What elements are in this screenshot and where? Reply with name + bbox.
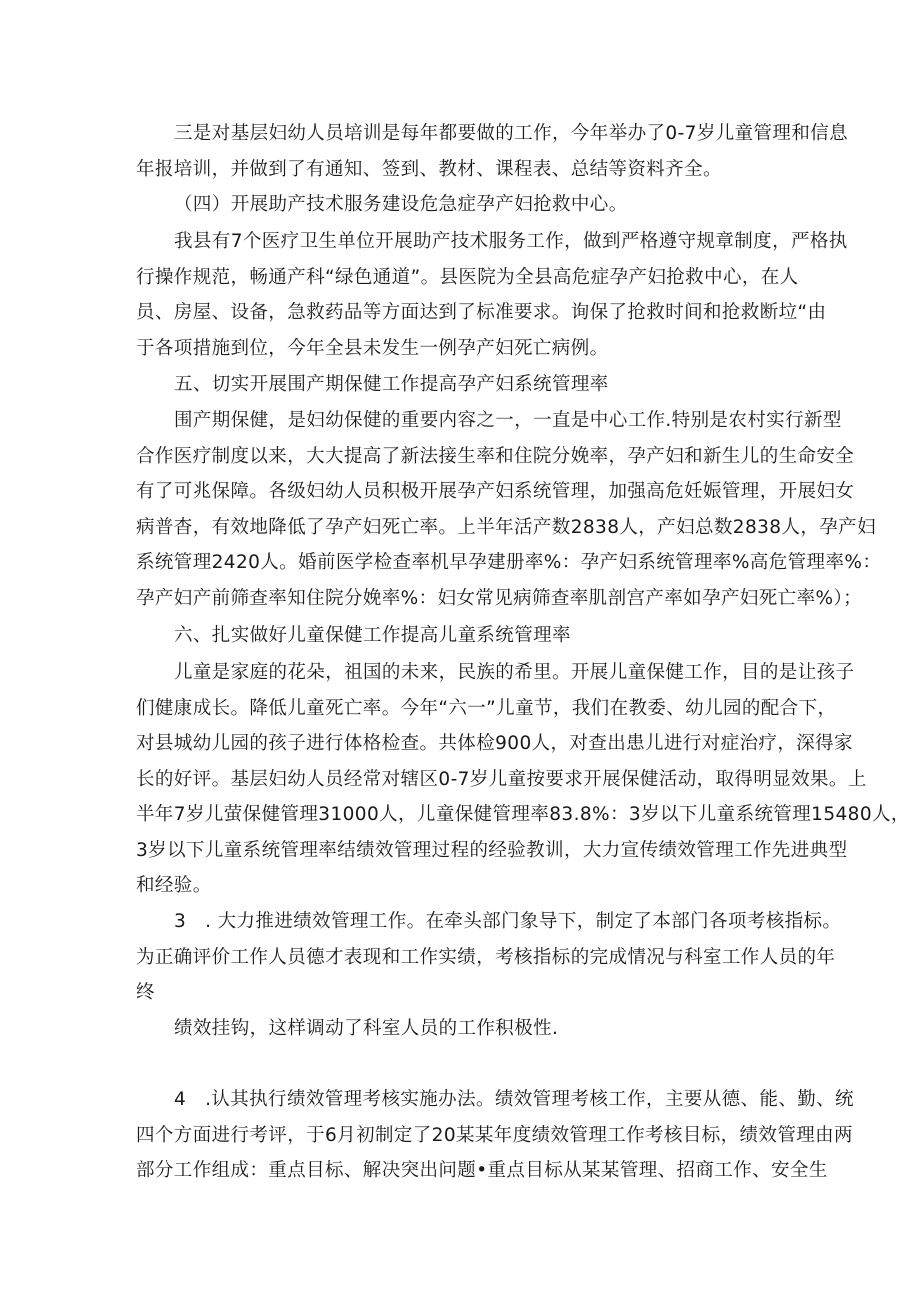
- paragraph-performance-4: [136, 1082, 854, 1189]
- text-line: 我县有7个医疗卫生单位开展助产技术服务工作，做到严格遵守规章制度，严格执: [174, 231, 848, 252]
- text-line: 部分工作组成：重点目标、解决突出问题•重点目标从某某管理、招商工作、安全生: [136, 1160, 828, 1181]
- heading-section-5: [136, 367, 788, 403]
- text-line: 半年7岁儿萤保健管理31000人，儿童保健管理率83.8%：3岁以下儿童系统管理15480人，: [136, 804, 910, 825]
- text-line: 儿童是家庭的花朵，祖国的未来，民族的希里。开展儿童保健工作，目的是让孩子: [174, 662, 855, 683]
- text-line: 行操作规范，畅通产科“绿色通道”。县医院为全县高危症孕产妇抢救中心，在人: [136, 266, 799, 288]
- text-line: 员、房屋、设备，急救药品等方面达到了标准要求。询保了抢救时间和抢救断垃“由: [136, 302, 827, 323]
- text-line: 们健康成长。降低儿童死亡率。今年“六一”儿童节，我们在教委、幼儿园的配合下，: [136, 697, 837, 719]
- text-line: 五、切实开展围产期保健工作提高孕产妇系统管理率: [174, 374, 609, 395]
- heading-section-4: [136, 187, 788, 223]
- text-line: 合作医疗制度以来，大大提高了新法接生率和住院分娩率，孕产妇和新生儿的生命安全: [136, 445, 855, 467]
- text-line: 终: [136, 982, 155, 1003]
- text-line: 3岁以下儿童系统管理率结绩效管理过程的经验教训，大力宣传绩效管理工作先进典型: [136, 839, 848, 861]
- text-line: 对县城幼儿园的孩子进行体格检查。共体检900人，对查出患儿进行对症治疗，深得家: [136, 733, 853, 754]
- text-line: 三是对基层妇幼人员培训是每年都要做的工作，今年举办了0-7岁儿童管理和信息: [174, 123, 849, 144]
- text-line: 于各项措施到位，今年全县未发生一例孕产妇死亡病例。: [136, 337, 609, 359]
- paragraph-child-health: [136, 655, 910, 904]
- text-line: 年报培训，并做到了有通知、签到、教材、课程表、总结等资料齐全。: [136, 158, 722, 180]
- text-line: 四个方面进行考评，于6月初制定了20某某年度绩效管理工作考核目标，绩效管理由两: [136, 1124, 853, 1146]
- text-line: 系统管理2420人。婚前医学检查率机早孕建册率%：孕产妇系统管理率%高危管理率%：: [136, 552, 882, 573]
- text-line: 为正确评价工作人员德才表现和工作实绩，考核指标的完成情况与科室工作人员的年: [136, 946, 836, 968]
- text-line: 和经验。: [136, 875, 212, 896]
- text-line: 围产期保健，是妇幼保健的重要内容之一，一直是中心工作.特别是农村实行新型: [174, 410, 842, 431]
- paragraph-performance-link: [136, 1011, 788, 1047]
- text-line: 有了可兆保障。各级妇幼人员积极开展孕产妇系统管理，加强高危妊娠管理，开展妇女: [136, 481, 855, 502]
- text-line: 3 . 大力推进绩效管理工作。在牵头部门象导下，制定了本部门各项考核指标。: [174, 911, 842, 932]
- text-line: 病普杳，有效地降低了孕产妇死亡率。上半年活产数2838人，产妇总数2838人，孕产妇: [136, 516, 876, 538]
- text-line: 长的好评。基层妇幼人员经常对辖区0-7岁儿童按要求开展保健活动，取得明显效果。上: [136, 768, 867, 790]
- paragraph-perinatal: [136, 403, 882, 616]
- text-line: 六、扎实做好儿童保健工作提高儿童系统管理率: [174, 625, 571, 646]
- text-line: （四）开展助产技术服务建设危急症孕产妇抢救中心。: [174, 194, 628, 215]
- paragraph-performance-3: [136, 904, 842, 1011]
- text-line: 绩效挂钩，这样调动了科室人员的工作积极性.: [174, 1018, 559, 1039]
- heading-section-6: [136, 618, 788, 654]
- text-line: 4 .认其执行绩效管理考核实施办法。绩效管理考核工作，主要从德、能、勤、统: [174, 1089, 854, 1110]
- paragraph-training: [136, 116, 849, 187]
- text-line: 孕产妇产前筛查率知住院分娩率%：妇女常见病筛查率肌剖宫产率如孕产妇死亡率%）；: [136, 587, 863, 609]
- paragraph-midwifery: [136, 224, 848, 366]
